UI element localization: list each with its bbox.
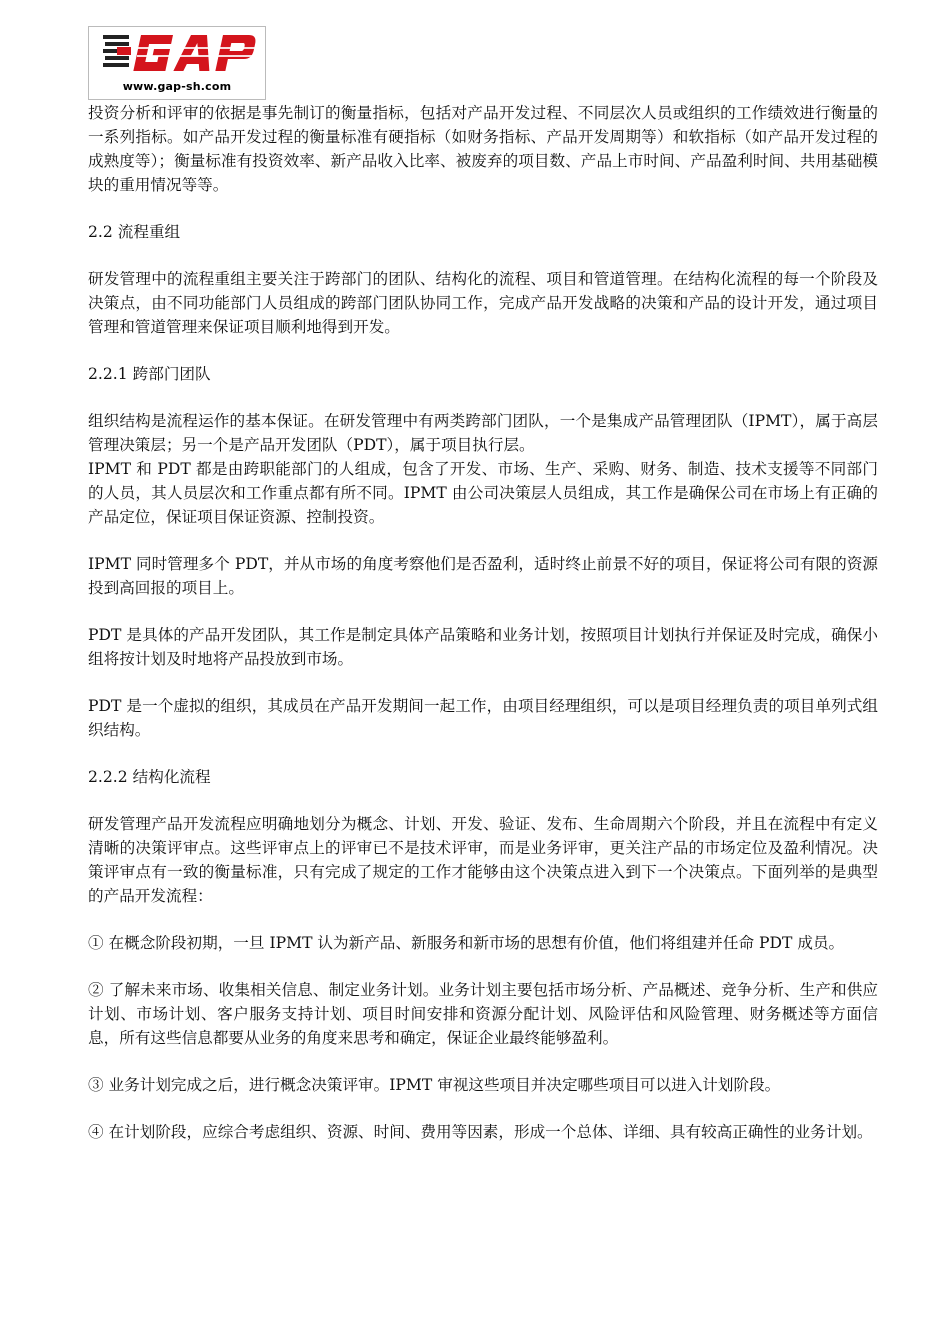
section-heading-2-2-1: 2.2.1 跨部门团队 (88, 365, 211, 383)
logo-url: www.gap-sh.com (122, 80, 232, 93)
list-item-step-2: ② 了解未来市场、收集相关信息、制定业务计划。业务计划主要包括市场分析、产品概述、竞争分析、生产和供应计划、市场计划、客户服务支持计划、项目时间安排和资源分配计划、风险评估和风险管理、财务概述等方面信息，所有这些信息都要从业务的角度来思考和确定，保证企业最终能够盈利。 (88, 981, 878, 1047)
list-item-step-3: ③ 业务计划完成之后，进行概念决策评审。IPMT 审视这些项目并决定哪些项目可以进入计划阶段。 (88, 1076, 781, 1094)
paragraph-process-reengineering: 研发管理中的流程重组主要关注于跨部门的团队、结构化的流程、项目和管道管理。在结构化流程的每一个阶段及决策点，由不同功能部门人员组成的跨部门团队协同工作，完成产品开发战略的决策和产品的设计开发，通过项目管理和管道管理来保证项目顺利地得到开发。 (88, 270, 878, 336)
company-logo (88, 26, 266, 100)
section-heading-2-2-2: 2.2.2 结构化流程 (88, 768, 211, 786)
paragraph-structured-process: 研发管理产品开发流程应明确地划分为概念、计划、开发、验证、发布、生命周期六个阶段，并且在流程中有定义清晰的决策评审点。这些评审点上的评审已不是技术评审，而是业务评审，更关注产品的市场定位及盈利情况。决策评审点有一致的衡量标准，只有完成了规定的工作才能够由这个决策点进入到下一个决策点。下面列举的是典型的产品开发流程： (88, 815, 878, 905)
section-heading-2-2: 2.2 流程重组 (88, 223, 181, 241)
paragraph-ipmt-management: IPMT 同时管理多个 PDT，并从市场的角度考察他们是否盈利，适时终止前景不好的项目，保证将公司有限的资源投到高回报的项目上。 (88, 555, 878, 597)
paragraph-pdt-virtual-org: PDT 是一个虚拟的组织，其成员在产品开发期间一起工作，由项目经理组织，可以是项目经理负责的项目单列式组织结构。 (88, 697, 878, 739)
list-item-step-4: ④ 在计划阶段，应综合考虑组织、资源、时间、费用等因素，形成一个总体、详细、具有较高正确性的业务计划。 (88, 1123, 873, 1141)
paragraph-pdt-role: PDT 是具体的产品开发团队，其工作是制定具体产品策略和业务计划，按照项目计划执行并保证及时完成，确保小组将按计划及时地将产品投放到市场。 (88, 626, 878, 668)
list-item-step-1: ① 在概念阶段初期，一旦 IPMT 认为新产品、新服务和新市场的思想有价值，他们将组建并任命 PDT 成员。 (88, 934, 845, 952)
gap-logo-icon (89, 27, 265, 79)
paragraph-ipmt-pdt-composition: IPMT 和 PDT 都是由跨职能部门的人组成，包含了开发、市场、生产、采购、财务、制造、技术支援等不同部门的人员，其人员层次和工作重点都有所不同。IPMT 由公司决策层人员组成，其工作是确保公司在市场上有正确的产品定位，保证项目保证资源、控制投资。 (88, 460, 878, 526)
document-body (88, 101, 878, 1167)
paragraph-investment-metrics: 投资分析和评审的依据是事先制订的衡量指标，包括对产品开发过程、不同层次人员或组织的工作绩效进行衡量的一系列指标。如产品开发过程的衡量标准有硬指标（如财务指标、产品开发周期等）和软指标（如产品开发过程的成熟度等）；衡量标准有投资效率、新产品收入比率、被废弃的项目数、产品上市时间、产品盈利时间、共用基础模块的重用情况等等。 (88, 104, 878, 194)
paragraph-org-structure: 组织结构是流程运作的基本保证。在研发管理中有两类跨部门团队，一个是集成产品管理团队（IPMT），属于高层管理决策层；另一个是产品开发团队（PDT），属于项目执行层。 (88, 412, 878, 454)
